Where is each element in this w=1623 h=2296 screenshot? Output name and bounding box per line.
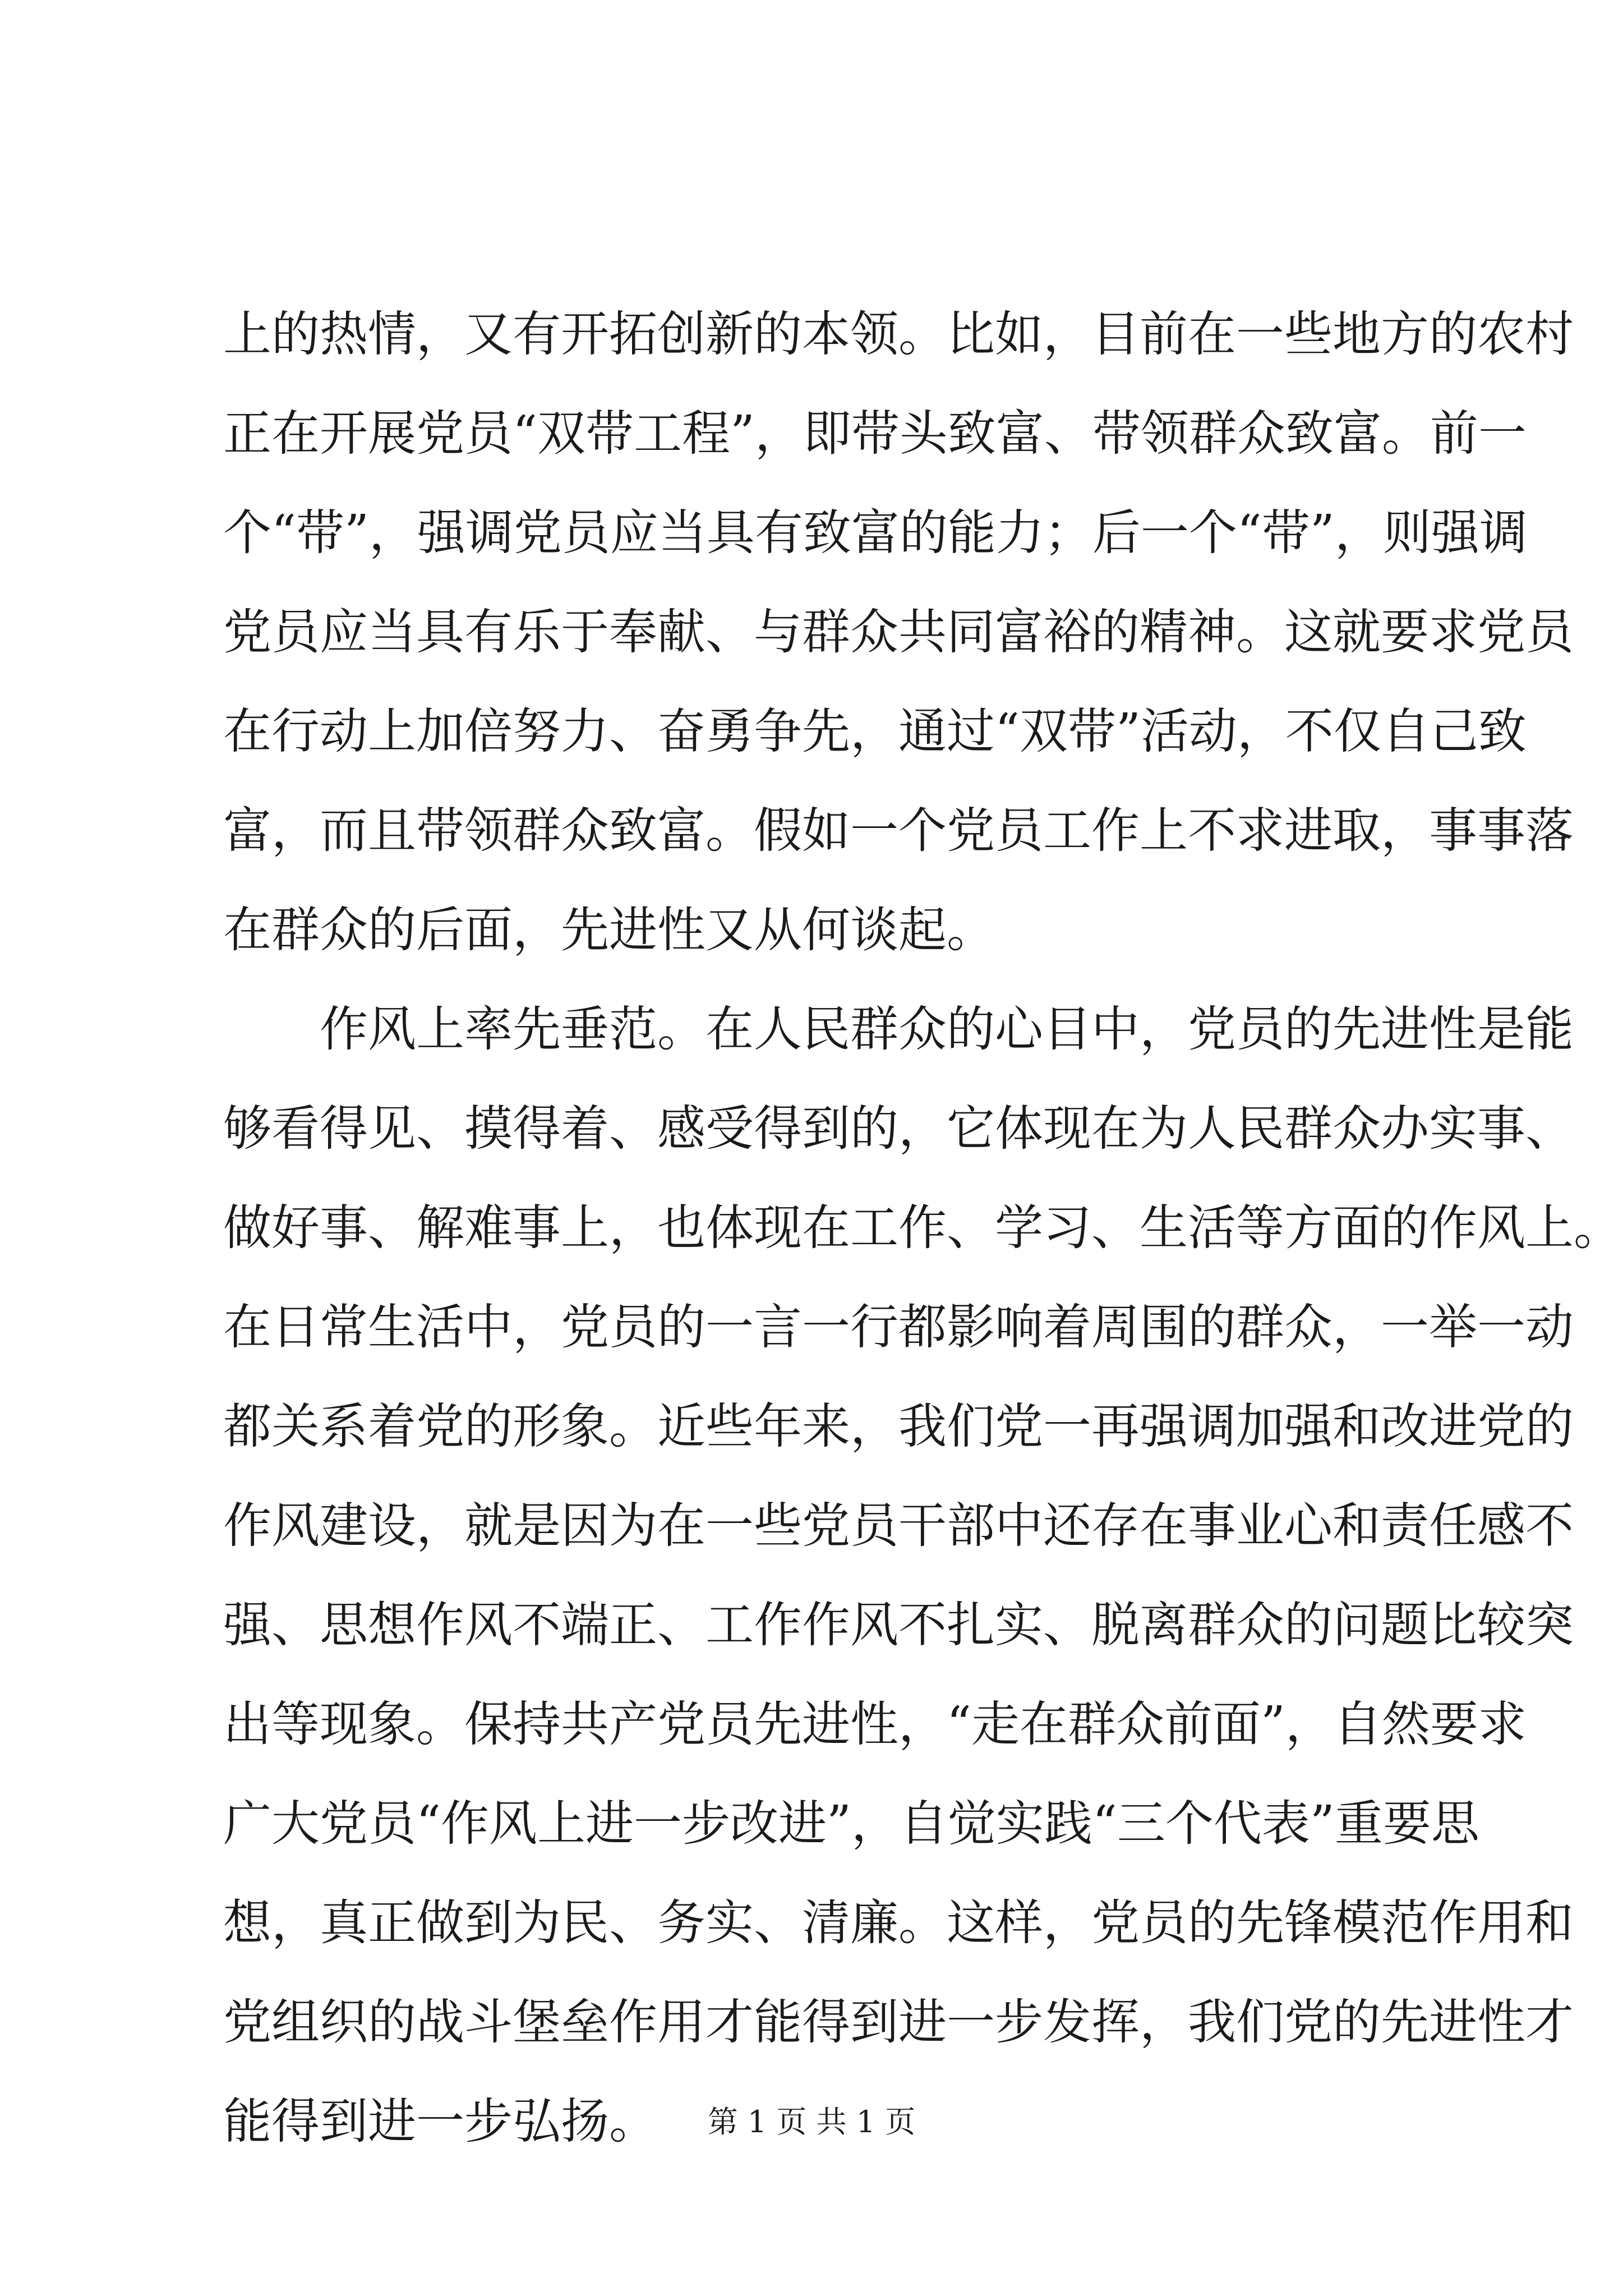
text-line: 在群众的后面，先进性又从何谈起。 bbox=[223, 902, 995, 958]
paragraph-2 bbox=[223, 980, 1622, 2171]
text-line: 强、思想作风不端正、工作作风不扎实、脱离群众的问题比较突 bbox=[223, 1597, 1574, 1653]
text-line: 党组织的战斗堡垒作用才能得到进一步发挥，我们党的先进性才 bbox=[223, 1994, 1574, 2050]
text-line: 富，而且带领群众致富。假如一个党员工作上不求进取，事事落 bbox=[223, 803, 1574, 859]
text-line: 在行动上加倍努力、奋勇争先，通过“双带”活动，不仅自己致 bbox=[223, 703, 1527, 760]
text-line: 上的热情，又有开拓创新的本领。比如，目前在一些地方的农村 bbox=[223, 306, 1574, 362]
text-line: 作风建设，就是因为在一些党员干部中还存在事业心和责任感不 bbox=[223, 1498, 1574, 1554]
text-line: 都关系着党的形象。近些年来，我们党一再强调加强和改进党的 bbox=[223, 1398, 1574, 1455]
text-line: 做好事、解难事上，也体现在工作、学习、生活等方面的作风上。 bbox=[223, 1200, 1622, 1256]
text-line: 想，真正做到为民、务实、清廉。这样，党员的先锋模范作用和 bbox=[223, 1895, 1574, 1951]
text-line: 作风上率先垂范。在人民群众的心目中，党员的先进性是能 bbox=[223, 1001, 1574, 1057]
text-line: 正在开展党员“双带工程”，即带头致富、带领群众致富。前一 bbox=[223, 406, 1527, 462]
text-line: 广大党员“作风上进一步改进”，自觉实践“三个代表”重要思 bbox=[223, 1796, 1479, 1852]
text-line: 在日常生活中，党员的一言一行都影响着周围的群众，一举一动 bbox=[223, 1299, 1574, 1355]
text-line: 出等现象。保持共产党员先进性，“走在群众前面”，自然要求 bbox=[223, 1696, 1527, 1752]
text-line: 党员应当具有乐于奉献、与群众共同富裕的精神。这就要求党员 bbox=[223, 604, 1574, 660]
body-text bbox=[223, 285, 1622, 2171]
text-line: 能得到进一步弘扬。 bbox=[223, 2093, 657, 2150]
text-line: 个“带”，强调党员应当具有致富的能力；后一个“带”，则强调 bbox=[223, 505, 1528, 561]
page-footer: 第 1 页 共 1 页 bbox=[707, 2104, 916, 2139]
paragraph-1 bbox=[223, 285, 1574, 980]
text-line: 够看得见、摸得着、感受得到的，它体现在为人民群众办实事、 bbox=[223, 1101, 1574, 1157]
